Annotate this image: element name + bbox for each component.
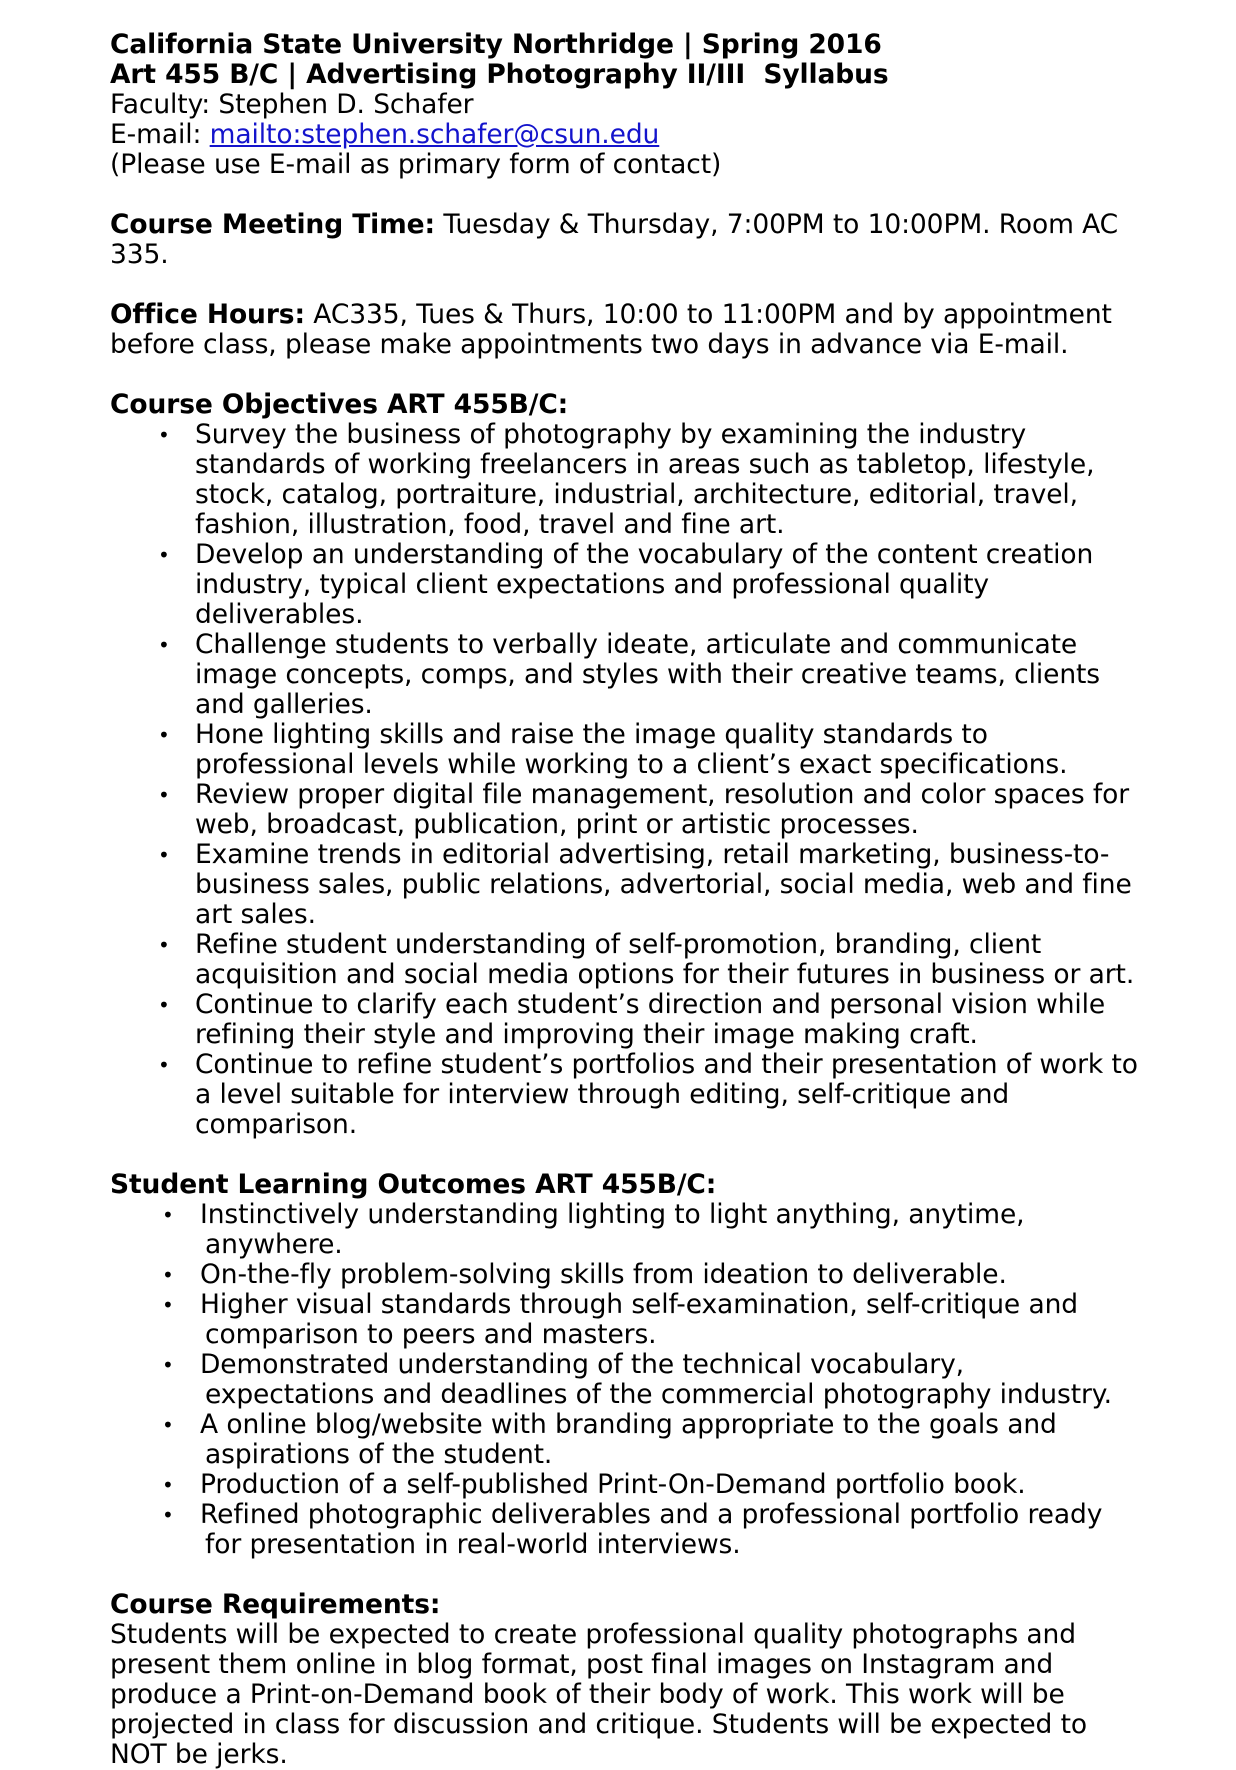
bullet-icon: • xyxy=(158,423,170,447)
course-meeting-time-label: Course Meeting Time: xyxy=(110,209,436,240)
list-item xyxy=(110,540,1141,630)
list-item-text: Continue to refine student’s portfolios and their presentation of work to a level suitable for interview through editing, self-critique and comparison. xyxy=(195,1049,1138,1140)
document-body xyxy=(110,30,1141,1770)
bullet-icon: • xyxy=(158,723,170,747)
bullet-icon: • xyxy=(158,543,170,567)
list-item-text: A online blog/website with branding appropriate to the goals and aspirations of the student. xyxy=(200,1409,1057,1470)
bullet-icon: • xyxy=(162,1473,174,1497)
course-meeting-time xyxy=(110,210,1141,270)
list-item-text: Review proper digital file management, resolution and color spaces for web, broadcast, publication, print or artistic processes. xyxy=(195,779,1130,840)
bullet-icon: • xyxy=(162,1293,174,1317)
bullet-icon: • xyxy=(162,1263,174,1287)
list-item xyxy=(110,840,1141,930)
list-item xyxy=(110,780,1141,840)
list-item xyxy=(110,1410,1141,1470)
list-item xyxy=(110,990,1141,1050)
spacer-after-objectives xyxy=(110,1140,1141,1170)
spacer-after-header xyxy=(110,180,1141,210)
bullet-icon: • xyxy=(158,933,170,957)
email-label: E-mail: xyxy=(110,119,202,150)
list-item-text: Continue to clarify each student’s direction and personal vision while refining their style and improving their image making craft. xyxy=(195,989,1106,1050)
list-item-text: Production of a self-published Print-On-Demand portfolio book. xyxy=(200,1469,1026,1500)
list-item-text: Refine student understanding of self-promotion, branding, client acquisition and social media options for their futures in business or art. xyxy=(195,929,1135,990)
office-hours xyxy=(110,300,1141,360)
course-requirements-body: Students will be expected to create professional quality photographs and present them online in blog format, post final images on Instagram and produce a Print-on-Demand book of their body of work. This work will be projected in class for discussion and critique. Students will be expected to NOT be jerks. xyxy=(110,1619,1088,1770)
list-item-text: Instinctively understanding lighting to light anything, anytime, anywhere. xyxy=(200,1199,1025,1260)
faculty-name: Stephen D. Schafer xyxy=(218,89,474,120)
list-item xyxy=(110,720,1141,780)
spacer-after-outcomes xyxy=(110,1560,1141,1590)
faculty-line xyxy=(110,90,1141,120)
bullet-icon: • xyxy=(162,1503,174,1527)
header-block xyxy=(110,30,1141,180)
list-item-text: Refined photographic deliverables and a professional portfolio ready for presentation in real-world interviews. xyxy=(200,1499,1103,1560)
course-objectives-list xyxy=(110,420,1141,1140)
list-item-text: Higher visual standards through self-examination, self-critique and comparison to peers and masters. xyxy=(200,1289,1079,1350)
bullet-icon: • xyxy=(158,843,170,867)
list-item-text: Demonstrated understanding of the technical vocabulary, expectations and deadlines of the commercial photography industry. xyxy=(200,1349,1112,1410)
course-requirements-heading: Course Requirements: xyxy=(110,1589,441,1620)
bullet-icon: • xyxy=(162,1413,174,1437)
list-item xyxy=(110,630,1141,720)
list-item xyxy=(110,420,1141,540)
course-meeting-time-value: Tuesday & Thursday, 7:00PM to 10:00PM. Room AC 335. xyxy=(110,209,1127,270)
student-learning-outcomes-list xyxy=(110,1200,1141,1560)
contact-note: (Please use E-mail as primary form of contact) xyxy=(110,149,722,180)
list-item xyxy=(110,1470,1141,1500)
list-item-text: Develop an understanding of the vocabulary of the content creation industry, typical client expectations and professional quality deliverables. xyxy=(195,539,1094,630)
list-item xyxy=(110,1500,1141,1560)
office-hours-label: Office Hours: xyxy=(110,299,305,330)
email-link[interactable]: mailto:stephen.schafer@csun.edu xyxy=(209,119,660,150)
email-line xyxy=(110,120,1141,150)
bullet-icon: • xyxy=(158,993,170,1017)
spacer-after-office-hours xyxy=(110,360,1141,390)
list-item-text: On-the-fly problem-solving skills from ideation to deliverable. xyxy=(200,1259,1007,1290)
course-title-line-2: Art 455 B/C | Advertising Photography II/III Syllabus xyxy=(110,59,889,90)
student-learning-outcomes-heading: Student Learning Outcomes ART 455B/C: xyxy=(110,1169,717,1200)
bullet-icon: • xyxy=(158,783,170,807)
bullet-icon: • xyxy=(162,1203,174,1227)
bullet-icon: • xyxy=(158,1053,170,1077)
list-item-text: Challenge students to verbally ideate, articulate and communicate image concepts, comps, and styles with their creative teams, clients and galleries. xyxy=(195,629,1101,720)
faculty-label: Faculty: xyxy=(110,89,211,120)
bullet-icon: • xyxy=(158,633,170,657)
list-item xyxy=(110,930,1141,990)
list-item-text: Survey the business of photography by examining the industry standards of working freelancers in areas such as tabletop, lifestyle, stock, catalog, portraiture, industrial, architecture, editorial, travel, fashion, illustration, food, travel and fine art. xyxy=(195,419,1095,540)
list-item xyxy=(110,1350,1141,1410)
course-title-line-1: California State University Northridge | Spring 2016 xyxy=(110,29,882,60)
spacer-after-meeting-time xyxy=(110,270,1141,300)
list-item-text: Hone lighting skills and raise the image quality standards to professional levels while working to a client’s exact specifications. xyxy=(195,719,1068,780)
list-item xyxy=(110,1200,1141,1260)
list-item xyxy=(110,1050,1141,1140)
list-item xyxy=(110,1260,1141,1290)
course-objectives-heading: Course Objectives ART 455B/C: xyxy=(110,389,569,420)
office-hours-value: AC335, Tues & Thurs, 10:00 to 11:00PM and by appointment before class, please make appointments two days in advance via E-mail. xyxy=(110,299,1121,360)
list-item-text: Examine trends in editorial advertising, retail marketing, business-to-business sales, public relations, advertorial, social media, web and fine art sales. xyxy=(195,839,1132,930)
list-item xyxy=(110,1290,1141,1350)
bullet-icon: • xyxy=(162,1353,174,1377)
